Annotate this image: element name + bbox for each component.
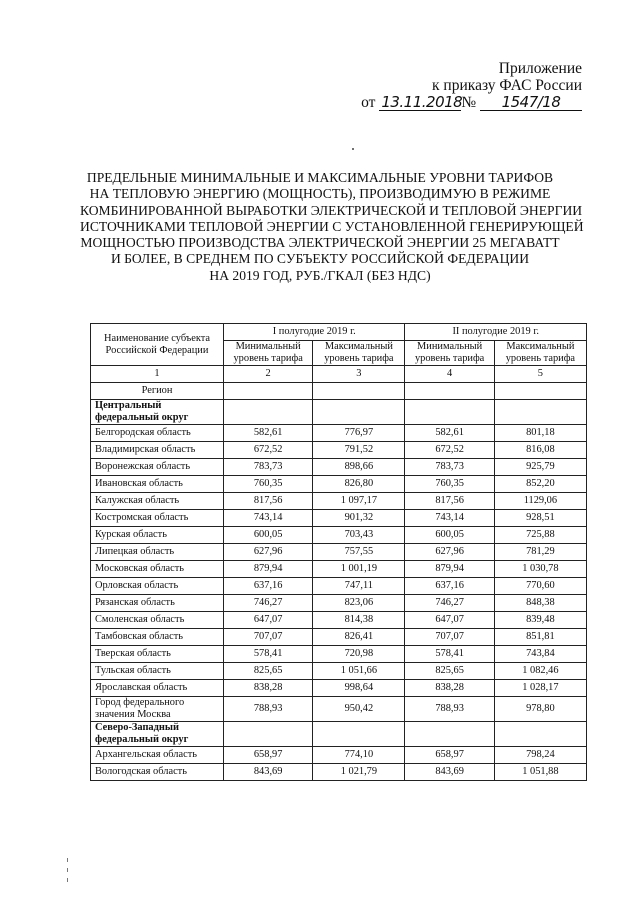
table-row: [91, 578, 587, 595]
margin-marks: [66, 852, 69, 892]
max-tariff-h1: 1 051,66: [313, 663, 405, 680]
min-tariff-h1: 578,41: [224, 646, 313, 663]
table-row: [91, 476, 587, 493]
northwest-district-group: [91, 722, 587, 781]
section-row: [91, 400, 587, 425]
max-tariff-h1: 747,11: [313, 578, 405, 595]
max-tariff-h1: 901,32: [313, 510, 405, 527]
min-tariff-h2: 760,35: [405, 476, 494, 493]
min-tariff-h1: 627,96: [224, 544, 313, 561]
max-tariff-h2: 725,88: [494, 527, 586, 544]
region-label: Регион: [91, 383, 224, 400]
table-row: [91, 595, 587, 612]
max-tariff-h1: 720,98: [313, 646, 405, 663]
min-tariff-h2: 582,61: [405, 425, 494, 442]
col-number: 3: [313, 366, 405, 383]
region-name: Воронежская область: [91, 459, 224, 476]
max-tariff-h2: 839,48: [494, 612, 586, 629]
region-name: Костромская область: [91, 510, 224, 527]
central-district-group: [91, 400, 587, 722]
column-number-row: [91, 366, 587, 383]
number-sign: №: [461, 94, 477, 111]
min-tariff-h1: 825,65: [224, 663, 313, 680]
header-row: [91, 324, 587, 341]
region-name: Тверская область: [91, 646, 224, 663]
min-tariff-h1: 879,94: [224, 561, 313, 578]
tariff-table: [90, 323, 587, 781]
title-line: И БОЛЕЕ, В СРЕДНЕМ ПО СУБЪЕКТУ РОССИЙСКОЙ ФЕДЕРАЦИИ: [110, 251, 530, 267]
max-tariff-h2: 851,81: [494, 629, 586, 646]
max1-header: Максимальный уровень тарифа: [313, 341, 405, 366]
region-label-row: [91, 383, 587, 400]
max-tariff-h2: 743,84: [494, 646, 586, 663]
min-tariff-h2: 600,05: [405, 527, 494, 544]
col-number: 4: [405, 366, 494, 383]
table-row: [91, 527, 587, 544]
min-tariff-h2: 658,97: [405, 747, 494, 764]
min-tariff-h2: 637,16: [405, 578, 494, 595]
min-tariff-h1: 838,28: [224, 680, 313, 697]
section-label: Центральный федеральный округ: [91, 400, 224, 425]
region-name: Орловская область: [91, 578, 224, 595]
min-tariff-h1: 760,35: [224, 476, 313, 493]
max-tariff-h2: 770,60: [494, 578, 586, 595]
max-tariff-h1: 898,66: [313, 459, 405, 476]
table-row: [91, 493, 587, 510]
min-tariff-h2: 647,07: [405, 612, 494, 629]
table-row: [91, 459, 587, 476]
max-tariff-h2: 798,24: [494, 747, 586, 764]
min-tariff-h2: 578,41: [405, 646, 494, 663]
max-tariff-h2: 781,29: [494, 544, 586, 561]
col-number: 2: [224, 366, 313, 383]
table-row: [91, 510, 587, 527]
table-row: [91, 680, 587, 697]
min-tariff-h1: 582,61: [224, 425, 313, 442]
max-tariff-h2: 801,18: [494, 425, 586, 442]
max-tariff-h2: 1129,06: [494, 493, 586, 510]
min-tariff-h2: 707,07: [405, 629, 494, 646]
min-tariff-h1: 817,56: [224, 493, 313, 510]
max-tariff-h2: 928,51: [494, 510, 586, 527]
handwritten-date: 13.11.2018: [381, 93, 463, 111]
min2-header: Минимальный уровень тарифа: [405, 341, 494, 366]
min-tariff-h2: 843,69: [405, 764, 494, 781]
min-tariff-h1: 783,73: [224, 459, 313, 476]
min-tariff-h2: 672,52: [405, 442, 494, 459]
min-tariff-h2: 743,14: [405, 510, 494, 527]
min-tariff-h2: 746,27: [405, 595, 494, 612]
appendix-label: Приложение: [498, 60, 582, 77]
min-tariff-h2: 879,94: [405, 561, 494, 578]
max-tariff-h2: 1 030,78: [494, 561, 586, 578]
max-tariff-h2: 848,38: [494, 595, 586, 612]
max-tariff-h1: 774,10: [313, 747, 405, 764]
table-row: [91, 663, 587, 680]
min1-header: Минимальный уровень тарифа: [224, 341, 313, 366]
region-name: Архангельская область: [91, 747, 224, 764]
title-line: ПРЕДЕЛЬНЫЕ МИНИМАЛЬНЫЕ И МАКСИМАЛЬНЫЕ УРОВНИ ТАРИФОВ: [86, 170, 554, 185]
table-row: [91, 697, 587, 722]
region-name: Ивановская область: [91, 476, 224, 493]
max-tariff-h1: 1 097,17: [313, 493, 405, 510]
col-number: 5: [494, 366, 586, 383]
min-tariff-h1: 600,05: [224, 527, 313, 544]
order-date-number-line: [361, 94, 582, 111]
max-tariff-h1: 1 001,19: [313, 561, 405, 578]
region-name: Тульская область: [91, 663, 224, 680]
appendix-header: [361, 60, 582, 111]
from-label: от: [361, 94, 376, 111]
max-tariff-h1: 998,64: [313, 680, 405, 697]
region-name: Белгородская область: [91, 425, 224, 442]
region-name: Владимирская область: [91, 442, 224, 459]
title-line: НА ТЕПЛОВУЮ ЭНЕРГИЮ (МОЩНОСТЬ), ПРОИЗВОДИМУЮ В РЕЖИМЕ: [89, 186, 551, 202]
half1-header: I полугодие 2019 г.: [224, 324, 405, 341]
max-tariff-h1: 791,52: [313, 442, 405, 459]
table-row: [91, 612, 587, 629]
half2-header: II полугодие 2019 г.: [405, 324, 587, 341]
max-tariff-h1: 823,06: [313, 595, 405, 612]
min-tariff-h2: 788,93: [405, 697, 494, 722]
max-tariff-h1: 950,42: [313, 697, 405, 722]
min-tariff-h1: 707,07: [224, 629, 313, 646]
title-line: КОМБИНИРОВАННОЙ ВЫРАБОТКИ ЭЛЕКТРИЧЕСКОЙ И ТЕПЛОВОЙ ЭНЕРГИИ: [80, 202, 583, 218]
region-name: Липецкая область: [91, 544, 224, 561]
document-title: [80, 170, 584, 284]
max-tariff-h1: 703,43: [313, 527, 405, 544]
min-tariff-h2: 783,73: [405, 459, 494, 476]
max-tariff-h2: 852,20: [494, 476, 586, 493]
table-row: [91, 442, 587, 459]
min-tariff-h2: 817,56: [405, 493, 494, 510]
table-row: [91, 747, 587, 764]
table-row: [91, 646, 587, 663]
min-tariff-h2: 838,28: [405, 680, 494, 697]
table-row: [91, 544, 587, 561]
table-row: [91, 764, 587, 781]
min-tariff-h1: 647,07: [224, 612, 313, 629]
min-tariff-h1: 746,27: [224, 595, 313, 612]
title-line: МОЩНОСТЬЮ ПРОИЗВОДСТВА ЭЛЕКТРИЧЕСКОЙ ЭНЕРГИИ 25 МЕГАВАТТ: [80, 235, 560, 251]
title-line: ИСТОЧНИКАМИ ТЕПЛОВОЙ ЭНЕРГИИ С УСТАНОВЛЕННОЙ ГЕНЕРИРУЮЩЕЙ: [80, 218, 584, 234]
section-row: [91, 722, 587, 747]
region-name: Московская область: [91, 561, 224, 578]
max-tariff-h1: 757,55: [313, 544, 405, 561]
max-tariff-h1: 826,80: [313, 476, 405, 493]
col-number: 1: [91, 366, 224, 383]
region-name: Калужская область: [91, 493, 224, 510]
region-name: Тамбовская область: [91, 629, 224, 646]
min-tariff-h1: 672,52: [224, 442, 313, 459]
max2-header: Максимальный уровень тарифа: [494, 341, 586, 366]
max-tariff-h1: 826,41: [313, 629, 405, 646]
min-tariff-h2: 825,65: [405, 663, 494, 680]
min-tariff-h1: 743,14: [224, 510, 313, 527]
min-tariff-h2: 627,96: [405, 544, 494, 561]
max-tariff-h1: 814,38: [313, 612, 405, 629]
max-tariff-h2: 978,80: [494, 697, 586, 722]
handwritten-order-number: 1547/18: [480, 95, 582, 111]
region-name: Город федерального значения Москва: [91, 697, 224, 722]
title-line: НА 2019 ГОД, РУБ./ГКАЛ (БЕЗ НДС): [209, 267, 431, 283]
max-tariff-h1: 776,97: [313, 425, 405, 442]
max-tariff-h2: 925,79: [494, 459, 586, 476]
min-tariff-h1: 637,16: [224, 578, 313, 595]
min-tariff-h1: 843,69: [224, 764, 313, 781]
table-row: [91, 629, 587, 646]
section-label: Северо-Западный федеральный округ: [91, 722, 224, 747]
min-tariff-h1: 788,93: [224, 697, 313, 722]
region-name: Вологодская область: [91, 764, 224, 781]
region-name: Рязанская область: [91, 595, 224, 612]
region-name: Смоленская область: [91, 612, 224, 629]
col-name-header: Наименование субъекта Российской Федерации: [91, 324, 224, 366]
max-tariff-h1: 1 021,79: [313, 764, 405, 781]
max-tariff-h2: 1 028,17: [494, 680, 586, 697]
table-row: [91, 425, 587, 442]
region-name: Ярославская область: [91, 680, 224, 697]
table-row: [91, 561, 587, 578]
region-name: Курская область: [91, 527, 224, 544]
order-reference: к приказу ФАС России: [432, 77, 582, 94]
max-tariff-h2: 1 082,46: [494, 663, 586, 680]
max-tariff-h2: 816,08: [494, 442, 586, 459]
speck: [352, 148, 354, 150]
max-tariff-h2: 1 051,88: [494, 764, 586, 781]
min-tariff-h1: 658,97: [224, 747, 313, 764]
